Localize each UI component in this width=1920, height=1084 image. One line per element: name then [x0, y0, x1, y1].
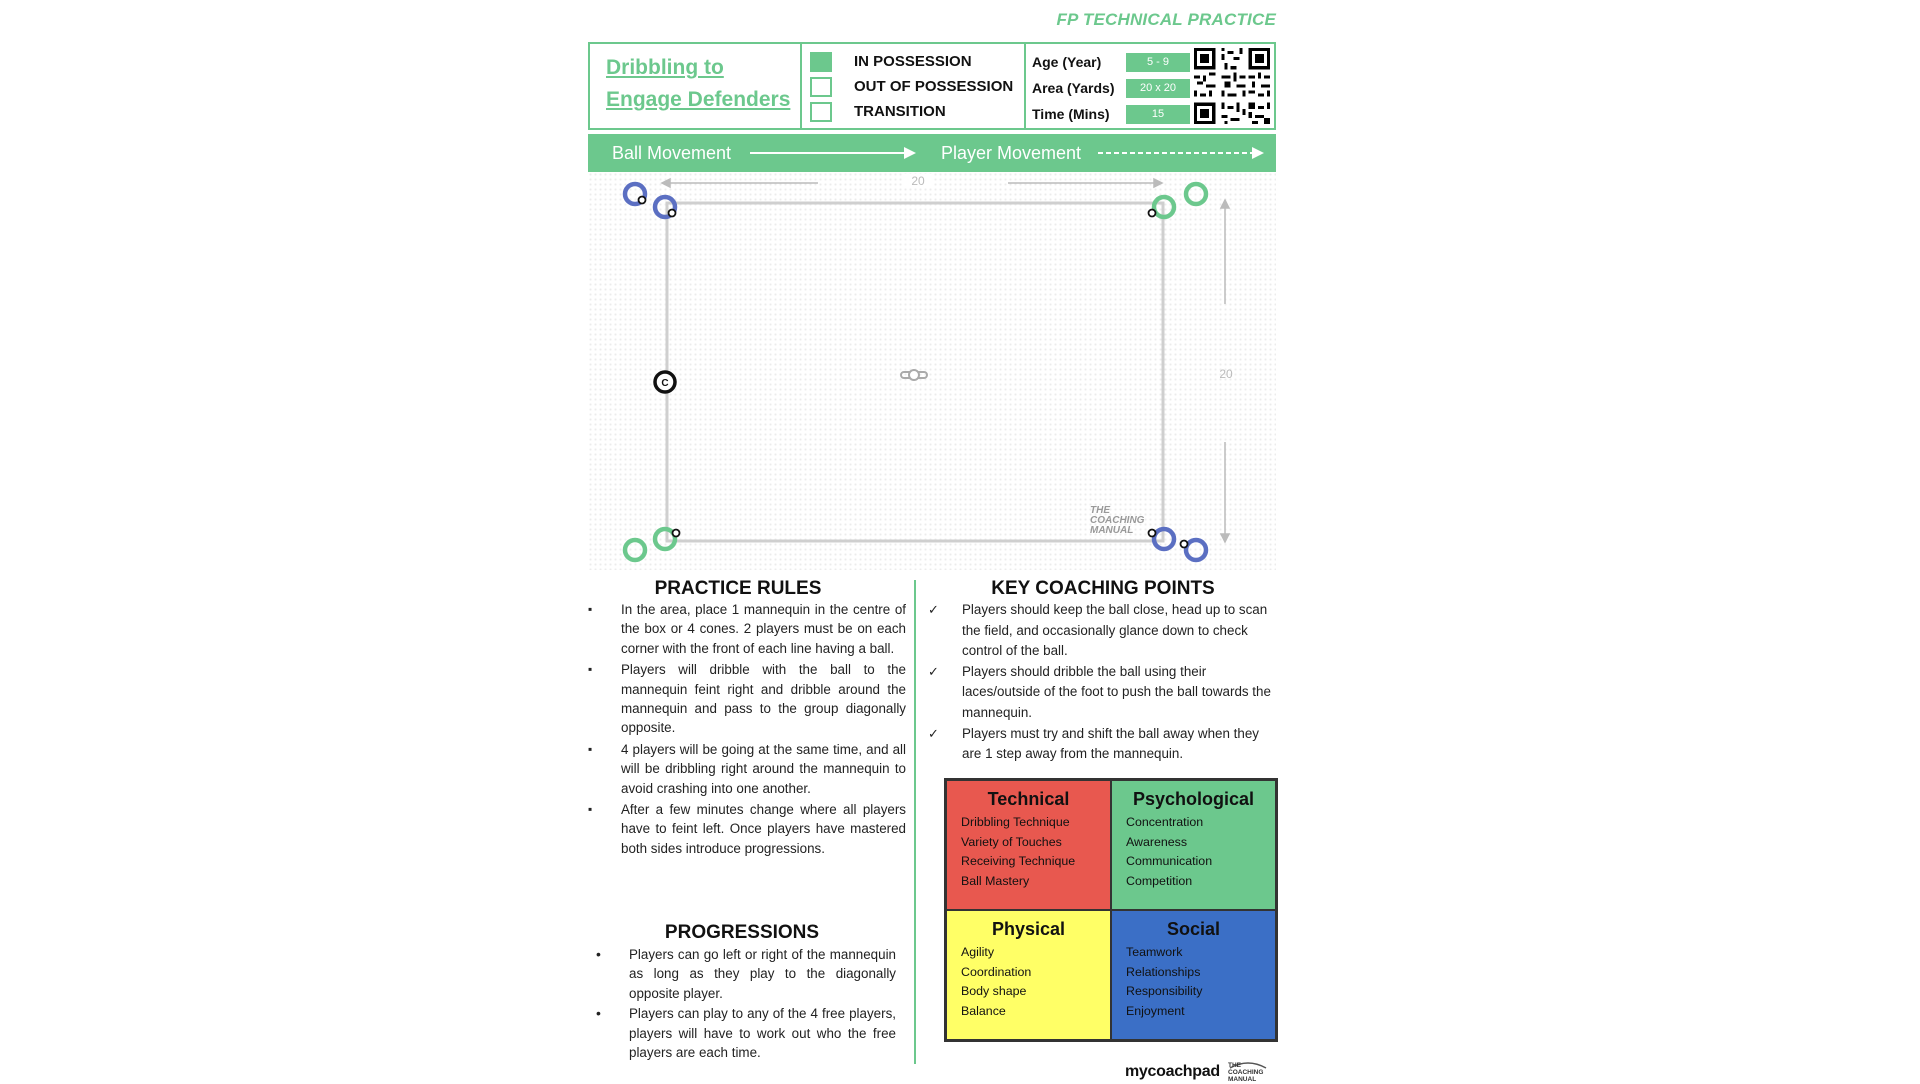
physical-corner — [946, 910, 1111, 1040]
corner-heading: Physical — [991, 919, 1066, 939]
phase-in-possession — [810, 49, 1024, 74]
phase-box — [802, 44, 1026, 128]
session-title-line-1: Dribbling to — [606, 56, 724, 79]
corner-item: Communication — [1126, 854, 1213, 869]
corner-item: Responsibility — [1126, 984, 1203, 999]
ball-icon — [639, 197, 646, 204]
corner-item: Teamwork — [1126, 945, 1183, 959]
corner-item: Variety of Touches — [961, 834, 1062, 849]
practice-diagram — [588, 172, 1276, 570]
corner-item: Concentration — [1126, 815, 1204, 829]
ball-icon — [673, 530, 680, 537]
phase-label: IN POSSESSION — [854, 53, 972, 70]
ball-icon — [1149, 210, 1156, 217]
info-label: Age (Year) — [1032, 54, 1102, 70]
corner-item: Enjoyment — [1126, 1003, 1185, 1018]
ball-icon — [1181, 541, 1188, 548]
corner-item: Agility — [961, 945, 995, 959]
info-box — [1026, 44, 1274, 128]
session-plan-page — [588, 0, 1276, 1083]
info-value: 15 — [1126, 105, 1190, 124]
phase-checkbox — [810, 77, 832, 97]
green-player-icon — [1186, 184, 1206, 204]
list-item: ▪ Players will dribble with the ball to the mannequin feint right and dribble around the mannequin and pass to the group diagonally opposite. — [588, 660, 906, 738]
key-coaching-points-heading: KEY COACHING POINTS — [991, 578, 1215, 599]
list-item: ✓ Players should keep the ball close, head up to scan the field, and occasionally glance down to check control of the ball. — [928, 600, 1278, 662]
corner-item: Competition — [1126, 873, 1193, 888]
title-box — [590, 44, 802, 128]
width-label: 20 — [903, 174, 933, 188]
player-group-bottom-right — [1149, 529, 1207, 560]
practice-type-label: FP TECHNICAL PRACTICE — [1056, 10, 1276, 29]
corner-item: Awareness — [1126, 834, 1188, 849]
coaching-manual-logo: THE COACHING MANUAL — [1226, 1060, 1276, 1084]
session-header — [588, 42, 1276, 130]
mycoachpad-logo: mycoachpad — [1125, 1063, 1220, 1080]
corner-item: Relationships — [1126, 964, 1201, 979]
list-item: ✓ Players should dribble the ball using their laces/outside of the foot to push the ball towards the mannequin. — [928, 662, 1278, 724]
qr-code-icon — [1194, 48, 1270, 124]
coach-label: C — [661, 378, 669, 389]
phase-checkbox-checked — [810, 52, 832, 72]
session-title-line-2: Engage Defenders — [606, 88, 791, 111]
technical-corner — [946, 780, 1111, 910]
player-group-bottom-left — [625, 529, 680, 560]
list-item: • Players can go left or right of the mannequin as long as they play to the diagonally opposite player. — [588, 945, 896, 1003]
player-movement-label: Player Movement — [941, 143, 1082, 163]
list-item: ▪ In the area, place 1 mannequin in the centre of the box or 4 cones. 2 players must be on each corner with the front of each line having a ball. — [588, 600, 906, 658]
info-label: Time (Mins) — [1032, 106, 1110, 122]
mannequin-icon — [901, 370, 927, 380]
corner-item: Balance — [961, 1003, 1006, 1018]
psychological-corner — [1111, 780, 1276, 910]
four-corner-model — [944, 778, 1278, 1042]
height-label: 20 — [1219, 367, 1233, 381]
list-item: ▪ 4 players will be going at the same time, and all will be dribbling right around the mannequin to avoid crashing into one another. — [588, 740, 906, 798]
movement-legend-bar — [588, 134, 1276, 172]
corner-heading: Psychological — [1132, 789, 1255, 809]
phase-label: OUT OF POSSESSION — [854, 78, 1014, 95]
list-item: ▪ After a few minutes change where all players have to feint left. Once players have mastered both sides introduce progressions. — [588, 800, 906, 858]
coaching-manual-watermark-logo: THE COACHING MANUAL — [1090, 505, 1145, 536]
phase-label: TRANSITION — [854, 103, 946, 120]
green-player-icon — [625, 540, 645, 560]
info-value: 5 - 9 — [1126, 53, 1190, 72]
phase-transition — [810, 99, 1024, 124]
corner-item: Dribbling Technique — [961, 815, 1070, 829]
player-group-top-right — [1149, 184, 1207, 217]
info-label: Area (Yards) — [1032, 80, 1115, 96]
progressions-heading: PROGRESSIONS — [664, 922, 820, 943]
blue-player-icon — [1186, 540, 1206, 560]
corner-item: Ball Mastery — [961, 873, 1030, 888]
list-item: • Players can play to any of the 4 free players, players will have to work out who the free players are each time. — [588, 1004, 896, 1062]
progressions-list — [588, 945, 896, 1063]
ball-movement-label: Ball Movement — [612, 143, 732, 163]
phase-out-of-possession — [810, 74, 1024, 99]
practice-rules-heading: PRACTICE RULES — [654, 578, 822, 599]
ball-icon — [669, 210, 676, 217]
key-coaching-points-list — [928, 600, 1278, 765]
info-value: 20 x 20 — [1126, 79, 1190, 98]
phase-checkbox — [810, 102, 832, 122]
corner-item: Coordination — [961, 964, 1032, 979]
ball-icon — [1149, 530, 1156, 537]
player-group-top-left — [625, 184, 676, 217]
practice-rules-list — [588, 600, 906, 860]
corner-heading: Social — [1166, 919, 1221, 939]
player-movement-arrow-icon — [1098, 146, 1264, 160]
social-corner — [1111, 910, 1276, 1040]
corner-heading: Technical — [987, 789, 1070, 809]
column-divider — [914, 580, 916, 1064]
corner-item: Receiving Technique — [961, 854, 1076, 869]
list-item: ✓ Players must try and shift the ball away when they are 1 step away from the mannequin. — [928, 724, 1278, 765]
ball-movement-arrow-icon — [750, 146, 916, 160]
pitch-drawing — [588, 172, 1276, 570]
corner-item: Body shape — [961, 984, 1027, 999]
coach-icon — [655, 372, 675, 392]
